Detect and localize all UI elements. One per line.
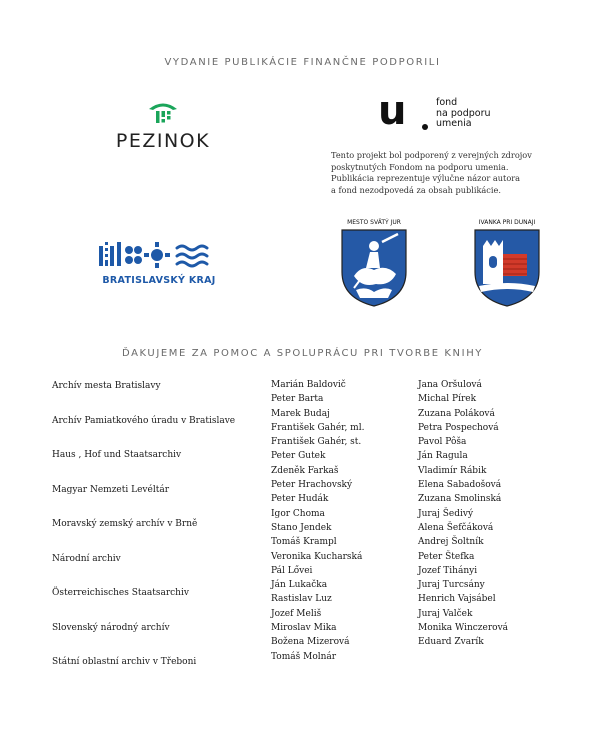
people-list-column-2 [418, 378, 508, 650]
sponsors-heading: VYDANIE PUBLIKÁCIE FINANČNE PODPORILI [164, 57, 441, 68]
fond-note-line: Tento projekt bol podporený z verejných zdrojov [331, 150, 532, 160]
fond-name-line: umenia [436, 118, 472, 129]
list-item: Pál Lővei [271, 565, 313, 576]
list-item: Jozef Meliš [271, 608, 322, 619]
list-item: František Gahér, ml. [271, 422, 365, 433]
list-item: Österreichisches Staatsarchiv [52, 588, 189, 598]
list-item: Michal Pírek [418, 394, 477, 405]
list-item: Veronika Kucharská [271, 551, 363, 562]
list-item: Národní archiv [52, 553, 121, 564]
list-item: Zuzana Poláková [418, 408, 495, 419]
list-item: Božena Mizerová [271, 637, 350, 648]
list-item: Peter Hrachovský [271, 480, 353, 491]
list-item: Jozef Tihányi [418, 565, 478, 576]
fond-note-line: a fond nezodpovedá za obsah publikácie. [331, 184, 501, 195]
archives-list [52, 380, 257, 691]
bratislavsky-kraj-emblem-icon [97, 240, 221, 272]
list-item: Rastislav Luz [271, 594, 332, 605]
list-item: Slovenský národný archív [52, 622, 170, 633]
list-item: Monika Winczerová [418, 623, 509, 634]
list-item: Miroslav Mika [271, 623, 337, 634]
pezinok-name: PEZINOK [115, 130, 211, 152]
list-item: Eduard Zvarík [418, 637, 484, 648]
list-item: Moravský zemský archív v Brně [52, 519, 198, 529]
fond-name-line: fond [436, 97, 458, 108]
list-item: Peter Štefka [418, 551, 475, 562]
fond-na-podporu-umenia-logo [378, 88, 508, 138]
list-item: Peter Gutek [271, 451, 326, 462]
ivanka-pri-dunaji-crest [469, 219, 545, 309]
pezinok-emblem-icon [146, 100, 180, 126]
list-item: Vladimír Rábik [418, 465, 487, 476]
pezinok-logo [104, 100, 222, 152]
list-item: Tomáš Molnár [271, 651, 337, 662]
fond-support-note [331, 150, 561, 196]
list-item: Ján Lukačka [271, 580, 328, 591]
list-item: Magyar Nemzeti Levéltár [52, 484, 169, 495]
fond-logo-text [436, 98, 491, 130]
list-item: Peter Hudák [271, 494, 329, 505]
fond-logo-letter: u [378, 88, 407, 134]
list-item: Juraj Šedivý [418, 508, 474, 519]
bratislavsky-kraj-logo [95, 240, 223, 288]
list-item: Archív Pamiatkového úradu v Bratislave [52, 415, 236, 426]
svaty-jur-name: MESTO SVÄTÝ JUR [347, 219, 401, 226]
list-item: Juraj Turcsány [418, 580, 485, 591]
fond-note-line: poskytnutých Fondom na podporu umenia. [331, 161, 509, 172]
list-item: Marek Budaj [271, 408, 330, 419]
list-item: Henrich Vajsábel [418, 594, 496, 605]
list-item: Igor Choma [271, 508, 325, 519]
list-item: Juraj Valček [418, 608, 473, 619]
list-item: Alena Šefčáková [418, 522, 494, 533]
fond-name-line: na podporu [436, 107, 491, 119]
list-item: Elena Sabadošová [418, 480, 502, 491]
ivanka-coat-of-arms-icon [473, 228, 541, 308]
svaty-jur-coat-of-arms-icon [340, 228, 408, 308]
bratislavsky-kraj-name: BRATISLAVSKÝ KRAJ [102, 275, 216, 286]
list-item: Tomáš Krampl [271, 537, 337, 548]
list-item: František Gahér, st. [271, 437, 362, 448]
list-item: Jana Oršulová [418, 380, 482, 390]
list-item: Zuzana Smolinská [418, 494, 502, 505]
fond-logo-dot [422, 124, 428, 130]
list-item: Stano Jendek [271, 522, 332, 533]
people-list-column-1 [271, 378, 364, 664]
list-item: Pavol Pôša [418, 437, 467, 448]
fond-note-line: Publikácia reprezentuje výlučne názor autora [331, 173, 521, 183]
list-item: Haus , Hof und Staatsarchiv [52, 450, 182, 460]
list-item: Státní oblastní archiv v Třeboni [52, 657, 197, 667]
list-item: Marián Baldovič [271, 380, 346, 390]
thanks-heading: ĎAKUJEME ZA POMOC A SPOLUPRÁCU PRI TVORBE KNIHY [121, 348, 484, 359]
ivanka-pri-dunaji-name: IVANKA PRI DUNAJI [478, 219, 536, 226]
list-item: Archív mesta Bratislavy [52, 381, 161, 391]
list-item: Petra Pospechová [418, 422, 499, 433]
list-item: Andrej Šoltník [418, 537, 484, 548]
svaty-jur-crest [338, 219, 410, 309]
list-item: Ján Ragula [418, 451, 468, 462]
list-item: Peter Barta [271, 394, 324, 405]
list-item: Zdeněk Farkaš [271, 465, 339, 476]
